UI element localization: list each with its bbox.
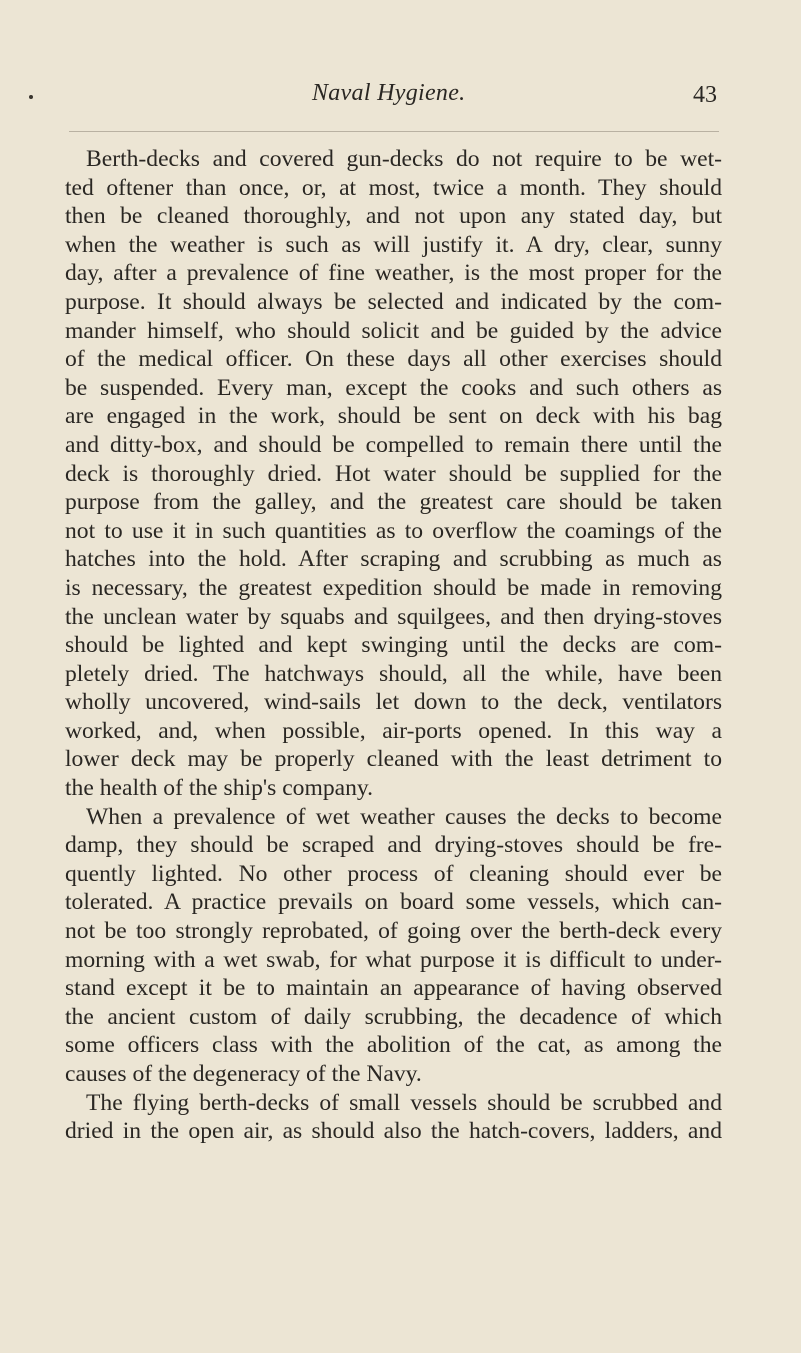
- text-line: then be cleaned thoroughly, and not upon any stated day, but: [65, 203, 722, 230]
- body-text: [65, 145, 722, 1146]
- text-line: tolerated. A practice prevails on board some vessels, which can-: [65, 889, 722, 916]
- text-line: are engaged in the work, should be sent on deck with his bag: [65, 403, 722, 430]
- text-line: purpose. It should always be selected and indicated by the com-: [65, 288, 722, 315]
- text-line: The flying berth-decks of small vessels should be scrubbed and: [86, 1089, 722, 1116]
- text-line: the unclean water by squabs and squilgees, and then drying-stoves: [65, 603, 722, 630]
- text-line: wholly uncovered, wind-sails let down to the deck, ventilators: [65, 689, 722, 716]
- text-line: causes of the degeneracy of the Navy.: [65, 1061, 422, 1087]
- text-line: the ancient custom of daily scrubbing, the decadence of which: [65, 1003, 722, 1030]
- text-line: hatches into the hold. After scraping and scrubbing as much as: [65, 546, 722, 573]
- text-line: of the medical officer. On these days all other exercises should: [65, 346, 722, 373]
- text-line: morning with a wet swab, for what purpose it is difficult to under-: [65, 946, 722, 973]
- text-line: lower deck may be properly cleaned with the least detriment to: [65, 746, 722, 773]
- text-line: dried in the open air, as should also the hatch-covers, ladders, and: [65, 1118, 722, 1145]
- text-line: the health of the ship's company.: [65, 775, 374, 802]
- text-line: When a prevalence of wet weather causes the decks to become: [86, 803, 722, 830]
- text-line: ted oftener than once, or, at most, twice a month. They should: [65, 174, 722, 201]
- text-line: worked, and, when possible, air-ports opened. In this way a: [65, 717, 722, 744]
- text-line: is necessary, the greatest expedition should be made in removing: [65, 574, 722, 601]
- text-line: damp, they should be scraped and drying-stoves should be fre-: [65, 832, 722, 859]
- text-line: pletely dried. The hatchways should, all the while, have been: [65, 660, 722, 687]
- running-title: Naval Hygiene.: [312, 80, 466, 106]
- text-line: not to use it in such quantities as to overflow the coamings of the: [65, 517, 722, 544]
- text-line: quently lighted. No other process of cleaning should ever be: [65, 860, 722, 887]
- text-line: stand except it be to maintain an appearance of having observed: [65, 975, 722, 1002]
- text-line: deck is thoroughly dried. Hot water should be supplied for the: [65, 460, 722, 487]
- text-line: when the weather is such as will justify it. A dry, clear, sunny: [65, 231, 722, 258]
- text-line: be suspended. Every man, except the cooks and such others as: [65, 374, 722, 401]
- page-number: 43: [693, 82, 717, 108]
- header-rule: [69, 131, 719, 132]
- text-line: mander himself, who should solicit and be guided by the advice: [65, 317, 722, 344]
- text-line: day, after a prevalence of fine weather, is the most proper for the: [65, 260, 722, 287]
- text-line: and ditty-box, and should be compelled to remain there until the: [65, 431, 722, 458]
- text-line: purpose from the galley, and the greatest care should be taken: [65, 489, 722, 516]
- text-line: should be lighted and kept swinging until the decks are com-: [65, 632, 722, 659]
- text-line: some officers class with the abolition of the cat, as among the: [65, 1032, 722, 1059]
- text-line: Berth-decks and covered gun-decks do not require to be wet-: [86, 146, 722, 172]
- text-line: not be too strongly reprobated, of going over the berth-deck every: [65, 918, 722, 945]
- page-header: [0, 80, 801, 116]
